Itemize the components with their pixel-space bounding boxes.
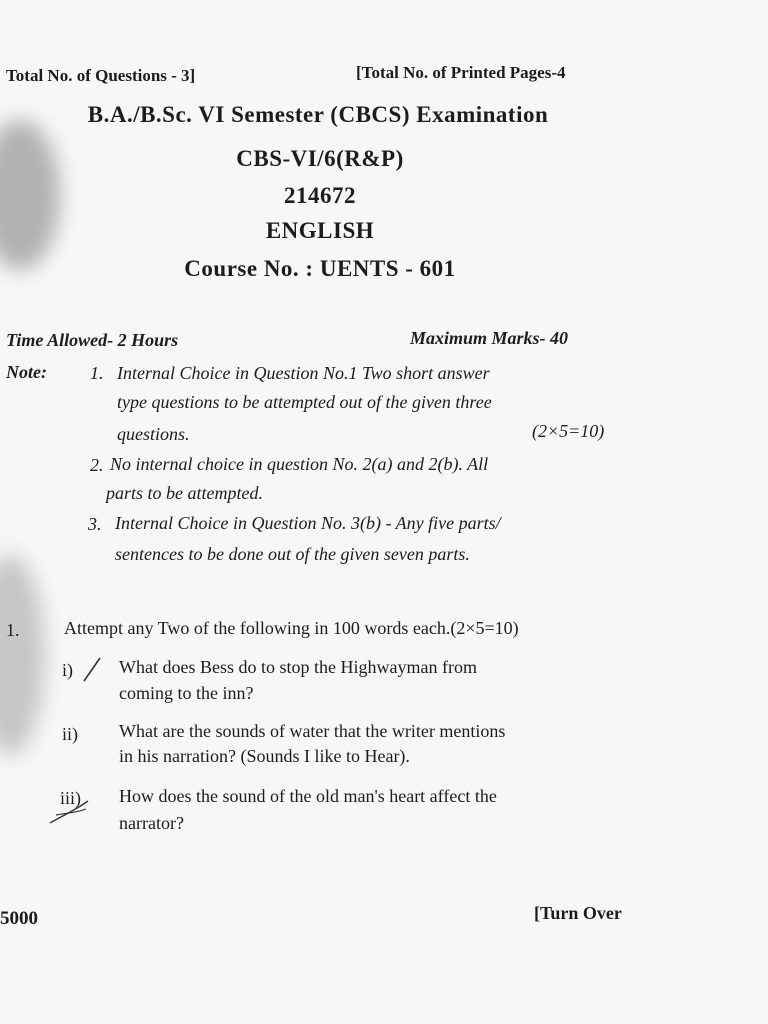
subject-title: ENGLISH xyxy=(265,218,375,243)
part-text: coming to the inn? xyxy=(119,683,254,703)
note-label: Note: xyxy=(6,362,47,382)
note-item-number: 1. xyxy=(90,363,104,383)
scan-shadow-mid xyxy=(0,555,45,755)
course-number: Course No. : UENTS - 601 xyxy=(184,256,456,281)
note-item-number: 3. xyxy=(88,514,102,534)
note-item-text: sentences to be done out of the given seven parts. xyxy=(115,544,470,564)
part-number: iii) xyxy=(60,788,81,808)
question-prompt: Attempt any Two of the following in 100 words each.(2×5=10) xyxy=(64,618,519,638)
note-item-number: 2. xyxy=(90,455,104,475)
question-number: 1. xyxy=(6,620,20,640)
part-text: What are the sounds of water that the writer mentions xyxy=(119,721,506,741)
note-item-text: parts to be attempted. xyxy=(106,483,263,503)
total-printed-pages: [Total No. of Printed Pages-4 xyxy=(356,63,566,82)
note-item-text: questions. xyxy=(117,424,190,444)
note-item-text: type questions to be attempted out of the given three xyxy=(117,392,492,412)
pencil-underline-mark xyxy=(46,795,96,829)
note-item-text: No internal choice in question No. 2(a) and 2(b). All xyxy=(110,454,489,474)
time-allowed: Time Allowed- 2 Hours xyxy=(6,330,179,350)
part-text: What does Bess do to stop the Highwayman from xyxy=(119,657,477,677)
total-questions: Total No. of Questions - 3] xyxy=(6,66,196,85)
note-item-text: Internal Choice in Question No.1 Two short answer xyxy=(117,363,490,383)
part-text: in his narration? (Sounds I like to Hear). xyxy=(119,746,410,766)
exam-number: 214672 xyxy=(284,183,356,208)
pencil-tick-mark xyxy=(80,655,104,685)
exam-code: CBS-VI/6(R&P) xyxy=(236,146,404,171)
note-item-text: Internal Choice in Question No. 3(b) - Any five parts/ xyxy=(115,513,501,533)
exam-title: B.A./B.Sc. VI Semester (CBCS) Examination xyxy=(87,102,549,127)
note-item-marks: (2×5=10) xyxy=(532,421,605,441)
maximum-marks: Maximum Marks- 40 xyxy=(410,328,569,348)
part-text: How does the sound of the old man's heart affect the xyxy=(119,786,497,806)
print-count: 5000 xyxy=(0,908,38,929)
part-number: i) xyxy=(62,660,73,680)
part-text: narrator? xyxy=(119,813,184,833)
turn-over: [Turn Over xyxy=(534,903,622,923)
part-number: ii) xyxy=(62,724,78,744)
